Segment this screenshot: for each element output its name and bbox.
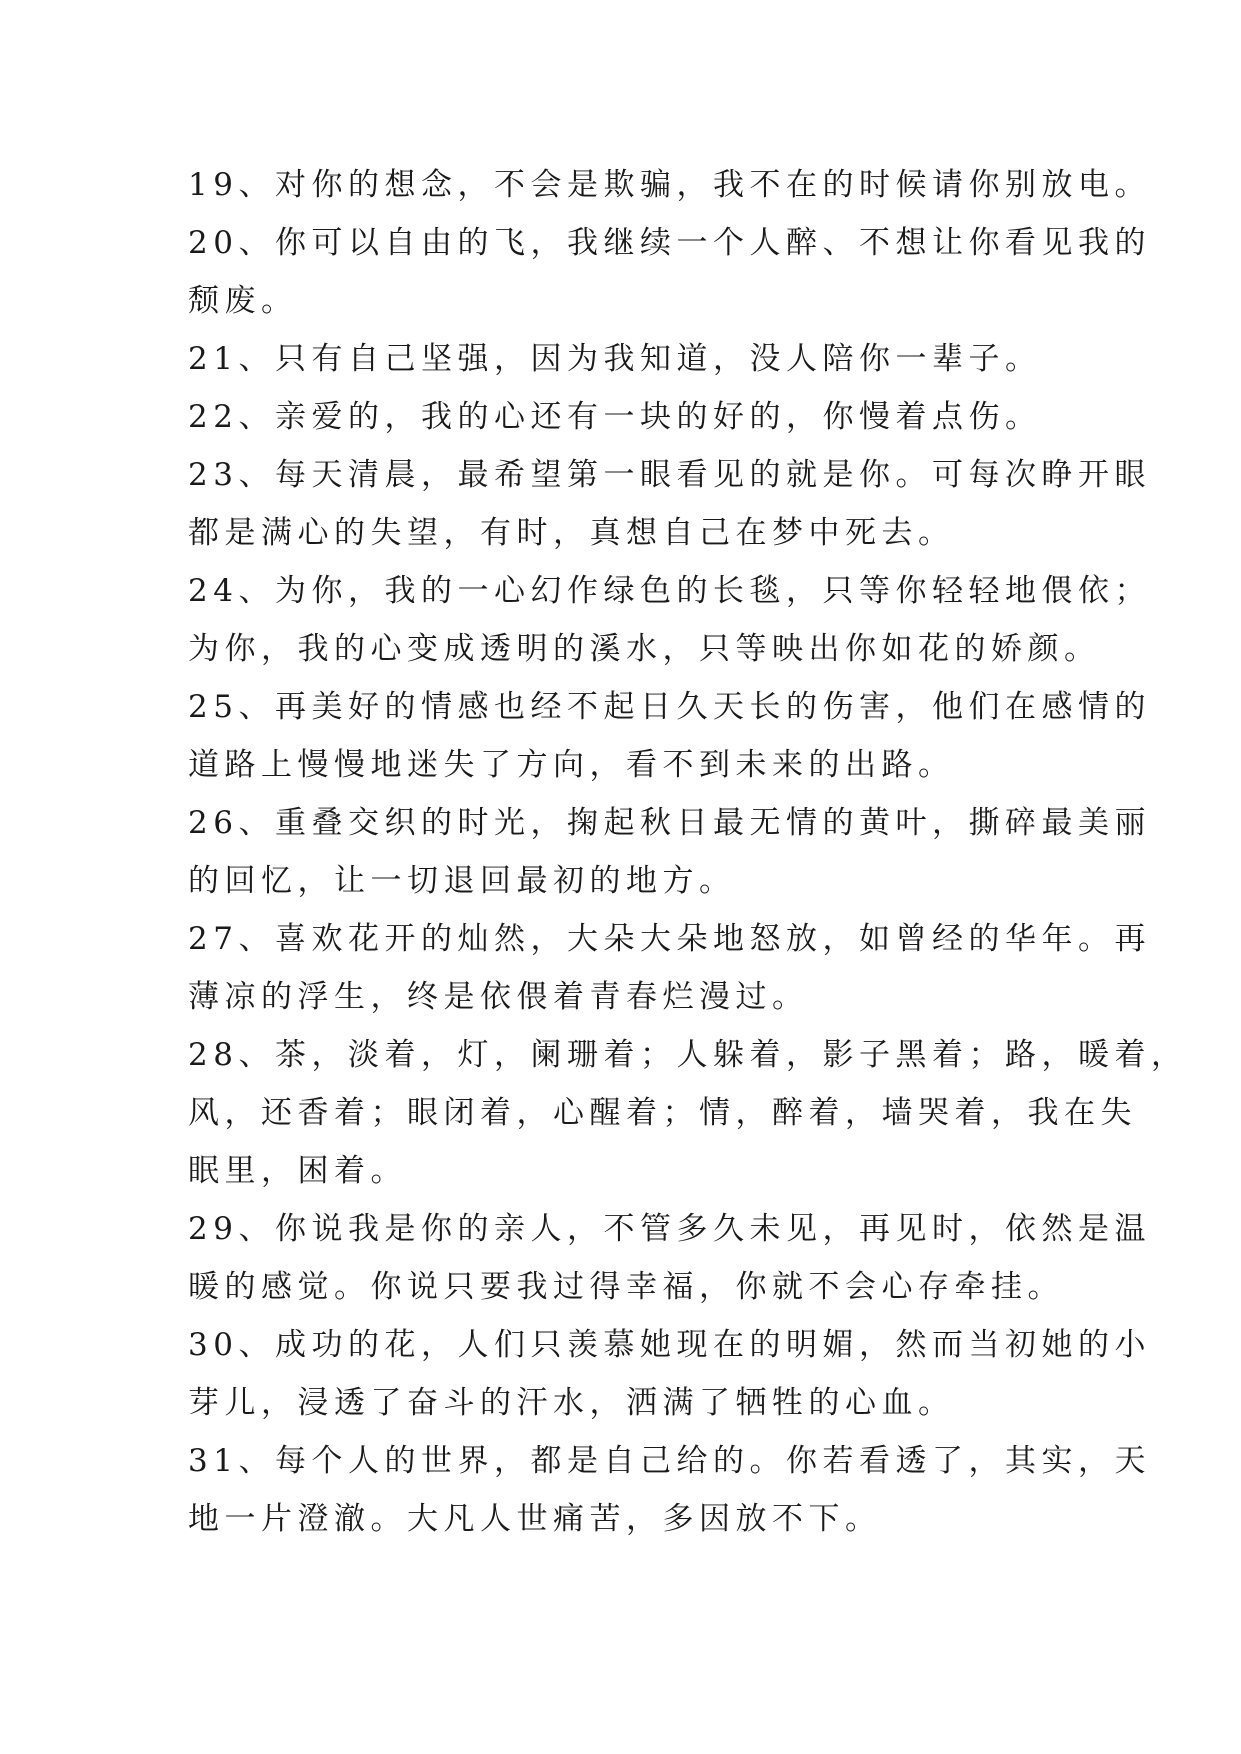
document-body: [188, 156, 1188, 1548]
text-line-20: 暖的感觉。你说只要我过得幸福，你就不会心存牵挂。: [188, 1269, 1064, 1305]
text-line-21: 30、成功的花，人们只羡慕她现在的明媚，然而当初她的小: [188, 1327, 1151, 1363]
text-line-6: 23、每天清晨，最希望第一眼看见的就是你。可每次睁开眼: [188, 457, 1151, 493]
text-line-1: 19、对你的想念，不会是欺骗，我不在的时候请你别放电。: [188, 167, 1151, 203]
text-line-13: 的回忆，让一切退回最初的地方。: [188, 863, 736, 899]
text-line-2: 20、你可以自由的飞，我继续一个人醉、不想让你看见我的: [188, 225, 1151, 261]
text-line-15: 薄凉的浮生，终是依偎着青春烂漫过。: [188, 979, 809, 1015]
text-line-17: 风，还香着；眼闭着，心醒着；情，醉着，墙哭着，我在失: [188, 1095, 1137, 1131]
text-line-3: 颓废。: [188, 283, 298, 319]
text-line-11: 道路上慢慢地迷失了方向，看不到未来的出路。: [188, 747, 955, 783]
text-line-14: 27、喜欢花开的灿然，大朵大朵地怒放，如曾经的华年。再: [188, 921, 1151, 957]
text-line-12: 26、重叠交织的时光，掬起秋日最无情的黄叶，撕碎最美丽: [188, 805, 1151, 841]
text-line-5: 22、亲爱的，我的心还有一块的好的，你慢着点伤。: [188, 399, 1042, 435]
text-line-4: 21、只有自己坚强，因为我知道，没人陪你一辈子。: [188, 341, 1042, 377]
text-line-9: 为你，我的心变成透明的溪水，只等映出你如花的娇颜。: [188, 631, 1101, 667]
text-line-24: 地一片澄澈。大凡人世痛苦，多因放不下。: [188, 1501, 882, 1537]
text-line-7: 都是满心的失望，有时，真想自己在梦中死去。: [188, 515, 955, 551]
text-line-23: 31、每个人的世界，都是自己给的。你若看透了，其实，天: [188, 1443, 1151, 1479]
text-line-18: 眠里，困着。: [188, 1153, 407, 1189]
text-line-22: 芽儿，浸透了奋斗的汗水，洒满了牺牲的心血。: [188, 1385, 955, 1421]
text-line-19: 29、你说我是你的亲人，不管多久未见，再见时，依然是温: [188, 1211, 1151, 1247]
text-line-16: 28、茶，淡着，灯，阑珊着；人躲着，影子黑着；路，暖着，: [188, 1037, 1188, 1073]
text-line-8: 24、为你，我的一心幻作绿色的长毯，只等你轻轻地偎依；: [188, 573, 1151, 609]
text-line-10: 25、再美好的情感也经不起日久天长的伤害，他们在感情的: [188, 689, 1151, 725]
